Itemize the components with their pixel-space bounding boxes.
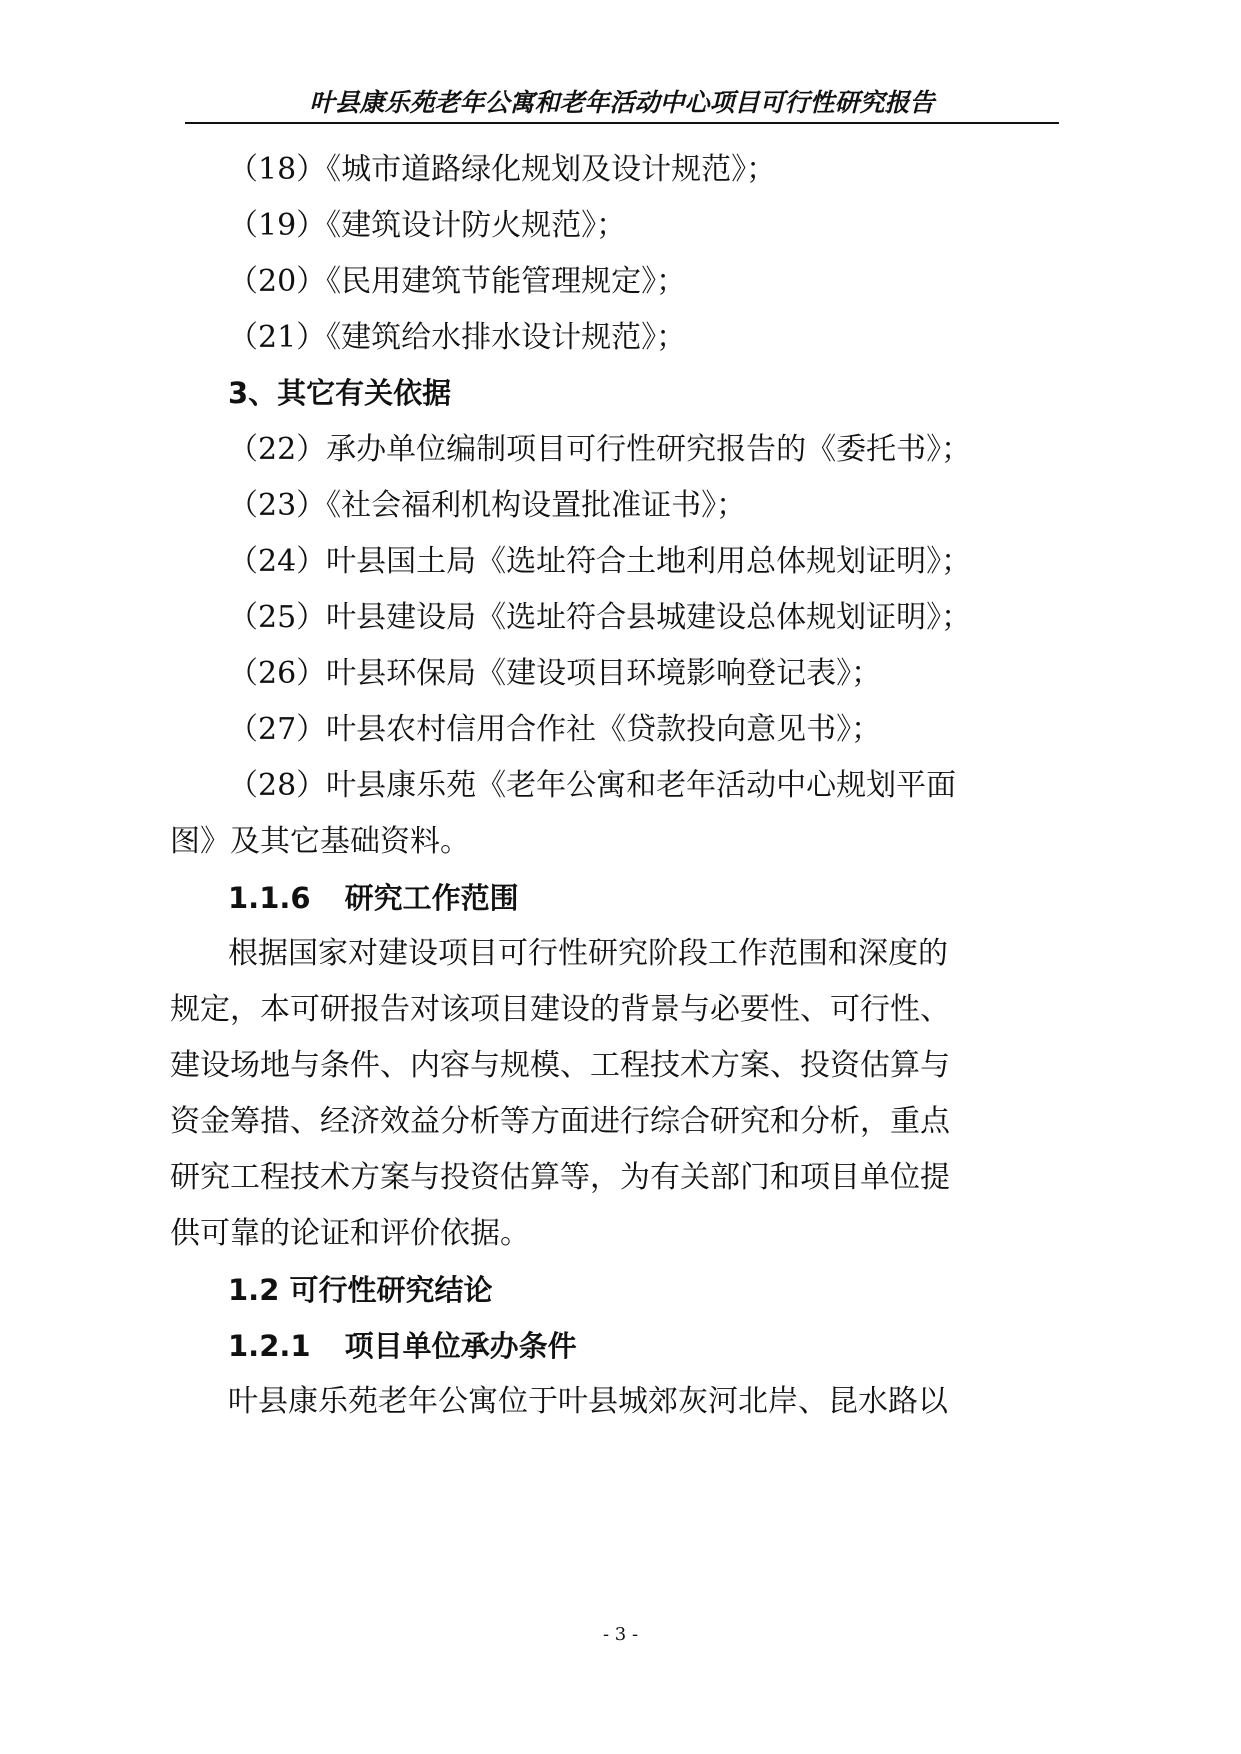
list-item: （18）《城市道路绿化规划及设计规范》；: [228, 152, 777, 187]
paragraph-line: 规定，本可研报告对该项目建设的背景与必要性、可行性、: [170, 992, 950, 1027]
subsection-title: 项目单位承办条件: [344, 1329, 577, 1363]
page-number: - 3 -: [602, 1624, 639, 1645]
list-item: （23）《社会福利机构设置批准证书》；: [228, 488, 747, 523]
subsection-title: 研究工作范围: [344, 881, 519, 915]
paragraph-line: 建设场地与条件、内容与规模、工程技术方案、投资估算与: [170, 1048, 950, 1083]
paragraph-line: 叶县康乐苑老年公寓位于叶县城郊灰河北岸、昆水路以: [228, 1384, 948, 1419]
paragraph-line: 资金筹措、经济效益分析等方面进行综合研究和分析，重点: [170, 1104, 950, 1139]
subsection-number: 1.2.1: [228, 1329, 311, 1363]
list-item: （26）叶县环保局《建设项目环境影响登记表》；: [228, 656, 882, 691]
paragraph-line: 供可靠的论证和评价依据。: [170, 1216, 530, 1251]
list-item: （24）叶县国土局《选址符合土地利用总体规划证明》；: [228, 544, 972, 579]
paragraph-line: 研究工程技术方案与投资估算等，为有关部门和项目单位提: [170, 1160, 950, 1195]
header-rule: [185, 122, 1059, 124]
list-item: （28）叶县康乐苑《老年公寓和老年活动中心规划平面: [228, 768, 957, 803]
subsection-heading: [228, 1326, 577, 1366]
list-item: （25）叶县建设局《选址符合县城建设总体规划证明》；: [228, 600, 972, 635]
paragraph-line: 根据国家对建设项目可行性研究阶段工作范围和深度的: [228, 936, 948, 971]
subsection-heading: [228, 878, 519, 918]
list-item-continuation: 图》及其它基础资料。: [170, 824, 470, 859]
running-header: 叶县康乐苑老年公寓和老年活动中心项目可行性研究报告: [309, 88, 935, 117]
list-item: （21）《建筑给水排水设计规范》；: [228, 320, 687, 355]
section-heading: 3、其它有关依据: [228, 376, 452, 410]
list-item: （27）叶县农村信用合作社《贷款投向意见书》；: [228, 712, 882, 747]
section-heading: 1.2 可行性研究结论: [228, 1273, 493, 1307]
list-item: （22）承办单位编制项目可行性研究报告的《委托书》；: [228, 432, 972, 467]
list-item: （20）《民用建筑节能管理规定》；: [228, 264, 687, 299]
subsection-number: 1.1.6: [228, 881, 311, 915]
list-item: （19）《建筑设计防火规范》；: [228, 208, 627, 243]
